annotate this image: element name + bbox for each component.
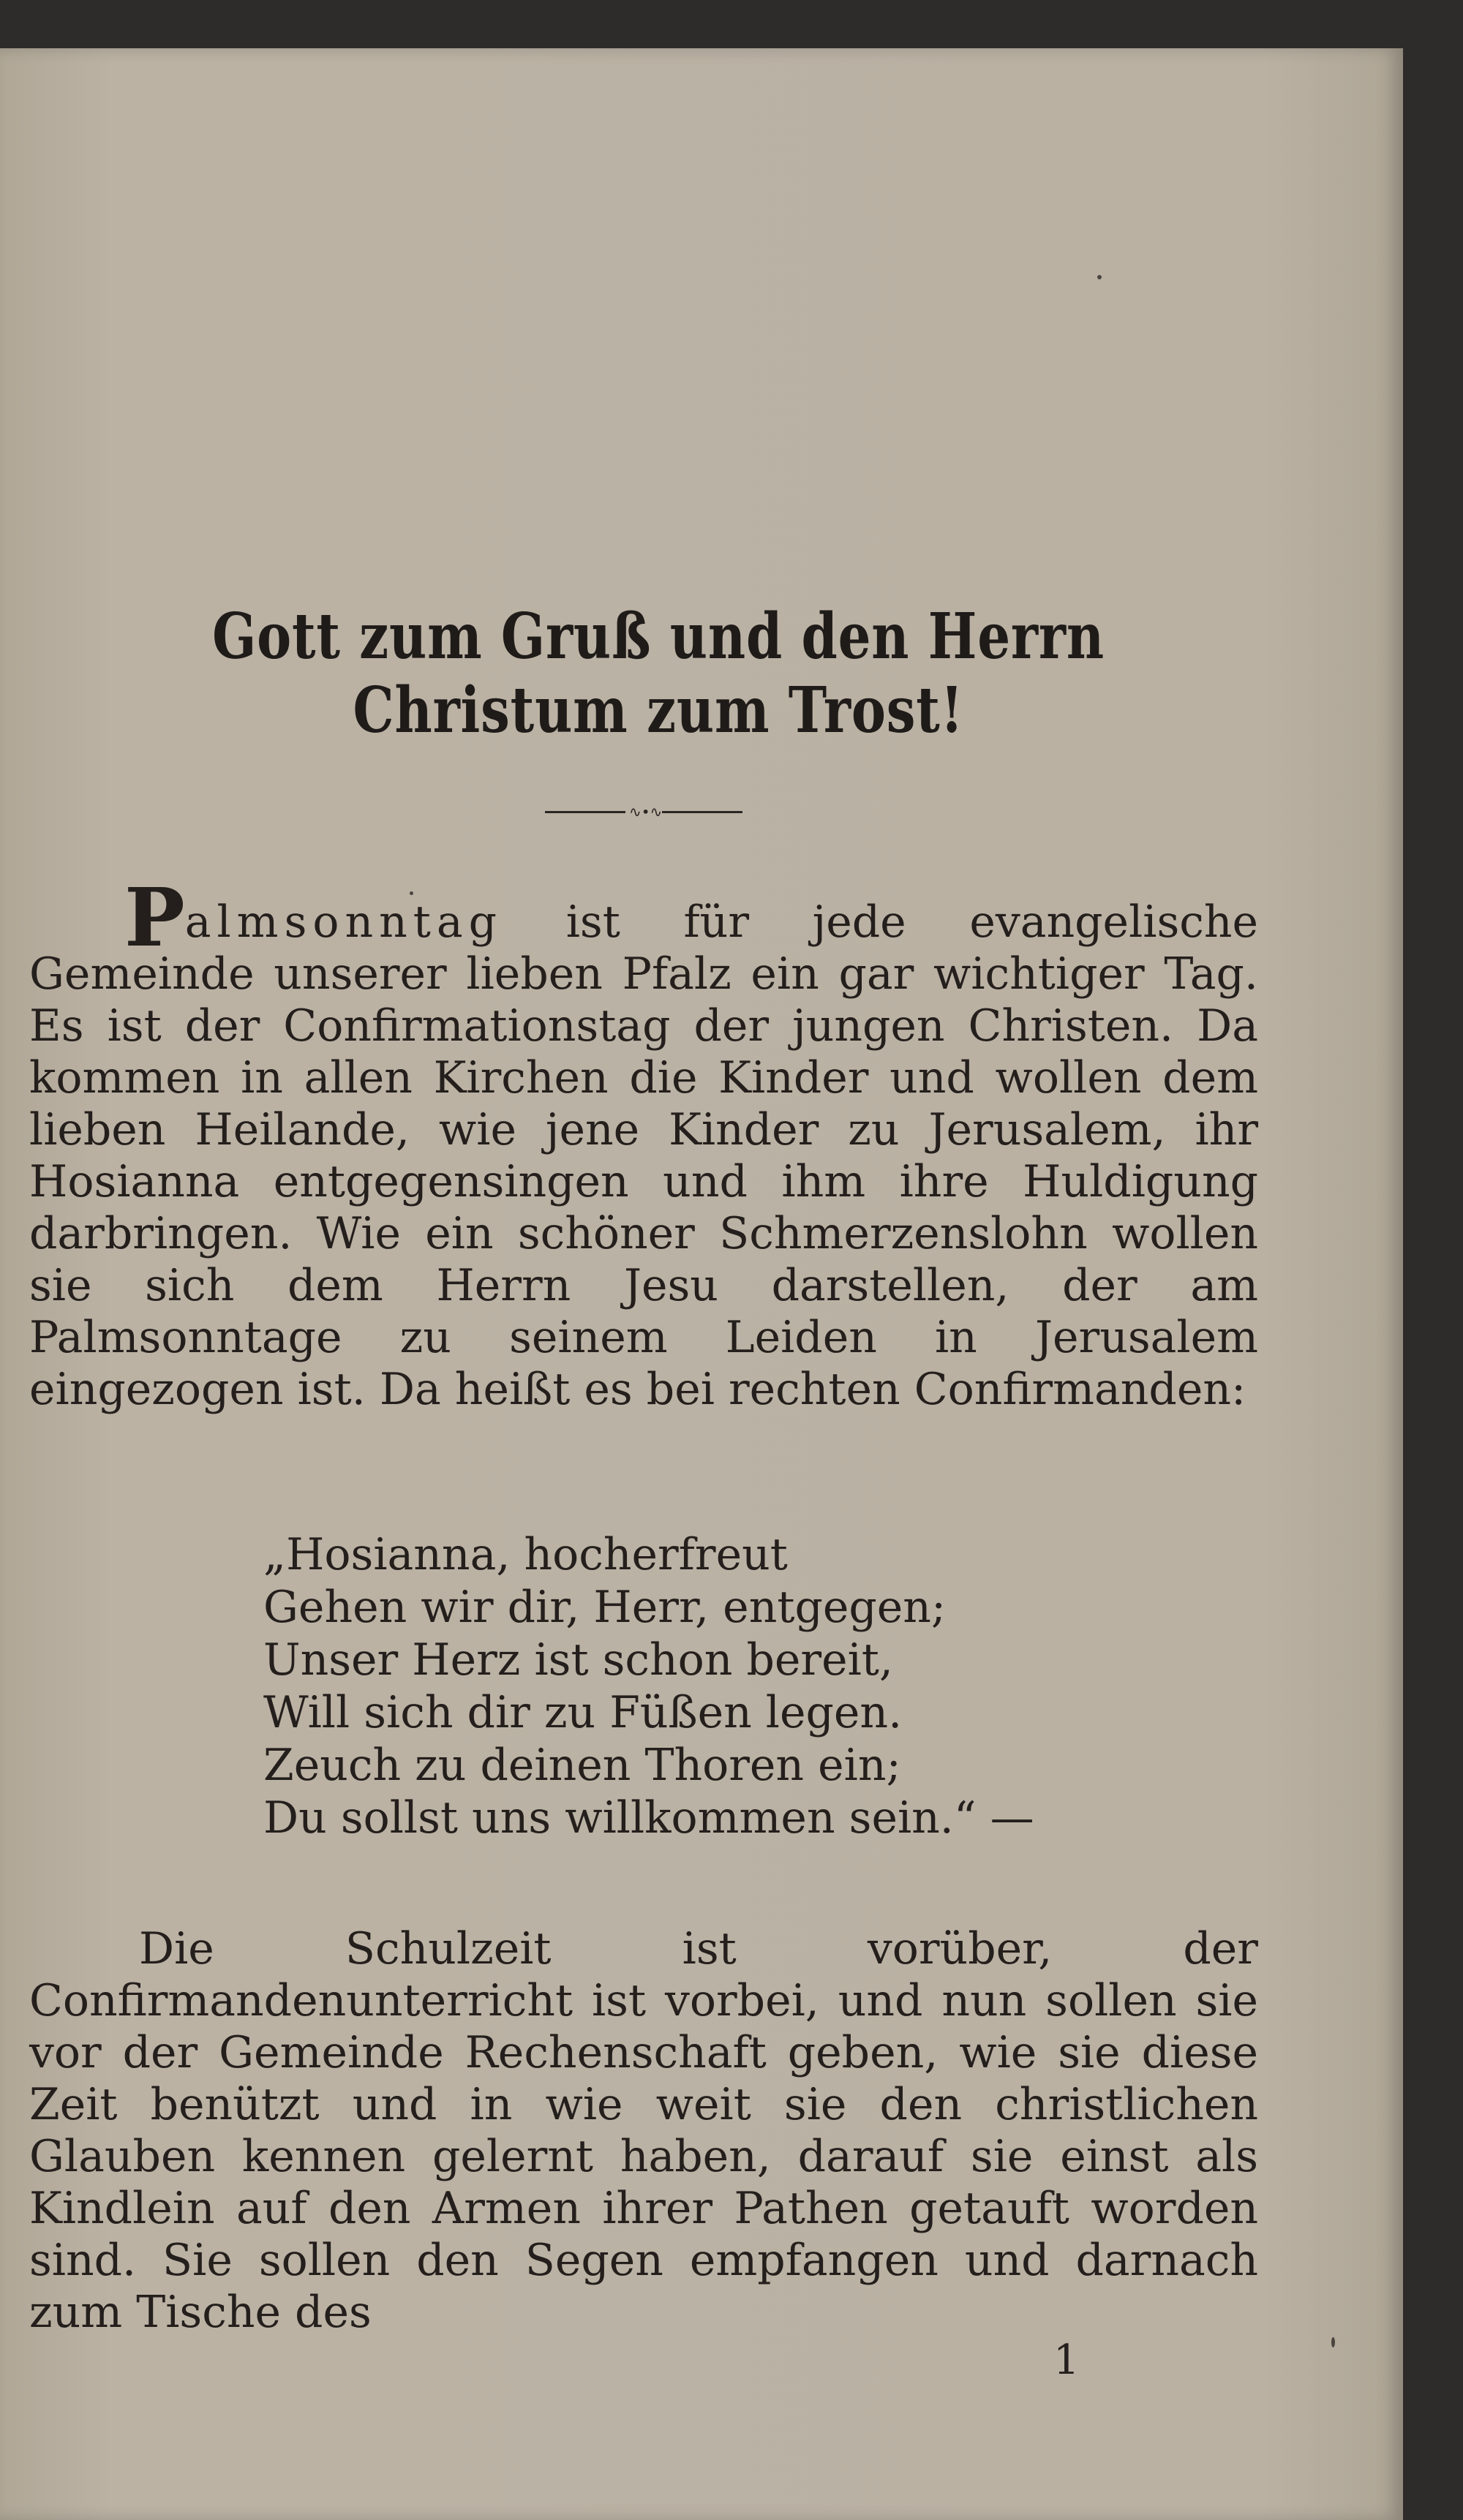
ornamental-divider: [545, 804, 742, 819]
paragraph-2: Die Schulzeit ist vorüber, der Confirmandenunterricht ist vorbei, und nun sollen sie vor der Gemeinde Rechenschaft geben, wie sie diese Zeit benützt und in wie weit sie den christlichen Glauben kennen gelernt haben, darauf sie einst als Kindlein auf den Armen ihrer Pathen getauft worden sind. Sie sollen den Segen empfangen und darnach zum Tische des: [29, 1923, 1258, 2338]
poem-line: Zeuch zu deinen Thoren ein;: [263, 1740, 901, 1791]
poem-line: „Hosianna, hocherfreut: [263, 1529, 788, 1580]
lead-word-rest: almsonntag: [184, 897, 503, 948]
page-number: 1: [1053, 2336, 1080, 2384]
divider-ornament: ∿•∿: [629, 803, 663, 820]
paragraph-1: [29, 870, 1258, 1416]
paragraph-1-text: ist für jede evangelische Gemeinde unserer lieben Pfalz ein gar wichtiger Tag. Es ist der Confirmationstag der jungen Christen. Da kommen in allen Kirchen die Kinder und wollen dem lieben Heilande, wie jene Kinder zu Jerusalem, ihr Hosianna entgegensingen und ihm ihre Huldigung darbringen. Wie ein schöner Schmerzenslohn wollen sie sich dem Herrn Jesu darstellen, der am Palmsonntage zu seinem Leiden in Jerusalem eingezogen ist. Da heißt es bei rechten Confirmanden:: [29, 897, 1258, 1415]
page-heading: Gott zum Gruß und den Herrn Christum zum Trost!: [212, 600, 1105, 747]
poem-line: Du sollst uns willkommen sein.“ —: [263, 1792, 1034, 1844]
divider-line-right: [662, 811, 742, 813]
poem-line: Unser Herz ist schon bereit,: [263, 1634, 893, 1686]
drop-cap: P: [124, 870, 185, 965]
poem-line: Gehen wir dir, Herr, entgegen;: [263, 1582, 947, 1633]
page-edge-shadow: [1403, 48, 1463, 2520]
poem-line: Will sich dir zu Füßen legen.: [263, 1687, 903, 1738]
divider-line-left: [545, 811, 625, 813]
paper-speck: [1331, 2337, 1335, 2347]
lead-word: [124, 870, 503, 965]
paper-speck: [1097, 275, 1102, 279]
paper-speck: [410, 891, 413, 895]
poem: [263, 1528, 1214, 1844]
